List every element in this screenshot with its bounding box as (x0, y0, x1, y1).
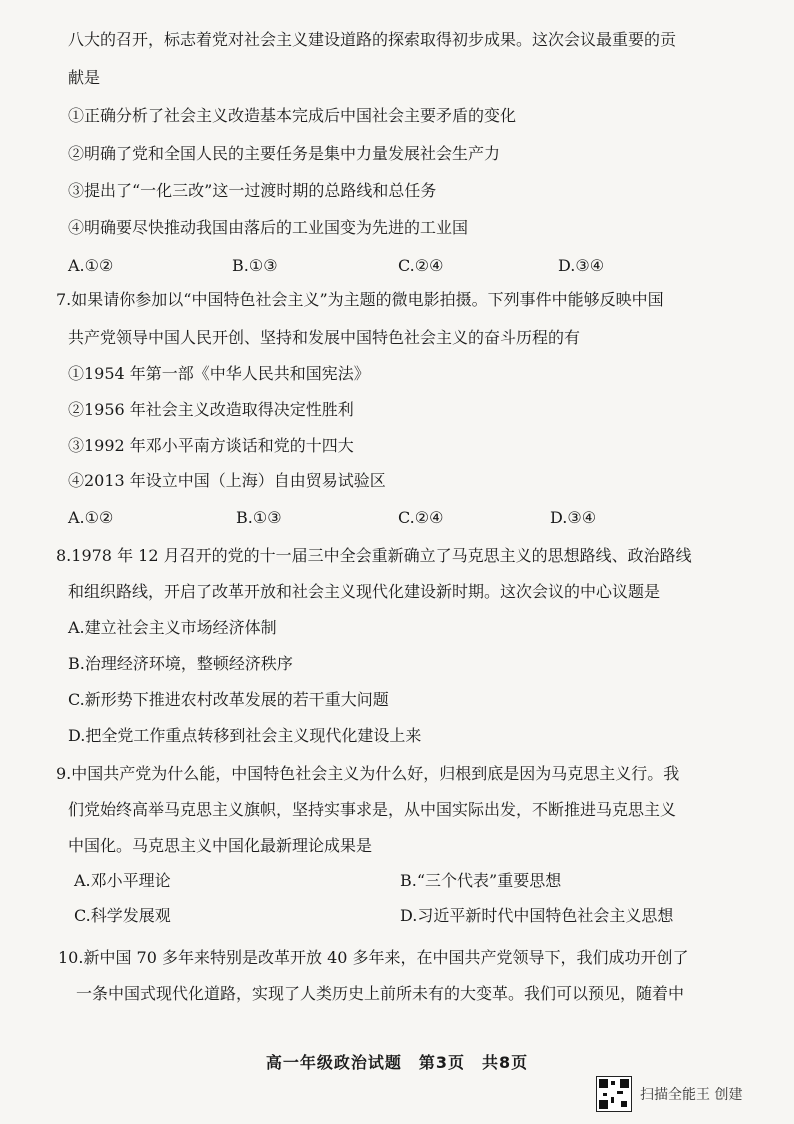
question-6-option-c[interactable]: C.②④ (398, 256, 444, 275)
question-7-stem-line-2: 共产党领导中国人民开创、坚持和发展中国特色社会主义的奋斗历程的有 (68, 328, 581, 347)
question-6-stem-line-2: 献是 (68, 68, 101, 87)
question-7-item-1: ①1954 年第一部《中华人民共和国宪法》 (68, 364, 370, 383)
question-6-option-a[interactable]: A.①② (68, 256, 114, 275)
question-6-item-3: ③提出了“一化三改”这一过渡时期的总路线和总任务 (68, 181, 437, 200)
question-6-item-1: ①正确分析了社会主义改造基本完成后中国社会主要矛盾的变化 (68, 106, 517, 125)
question-9-option-c[interactable]: C.科学发展观 (74, 906, 171, 925)
question-9-option-d[interactable]: D.习近平新时代中国特色社会主义思想 (400, 906, 674, 925)
question-8-stem-line-2: 和组织路线，开启了改革开放和社会主义现代化建设新时期。这次会议的中心议题是 (68, 582, 661, 601)
question-8-option-c[interactable]: C.新形势下推进农村改革发展的若干重大问题 (68, 690, 389, 709)
question-7-item-4: ④2013 年设立中国（上海）自由贸易试验区 (68, 471, 386, 490)
question-8-option-a[interactable]: A.建立社会主义市场经济体制 (68, 618, 277, 637)
question-7-stem-line-1: 7.如果请你参加以“中国特色社会主义”为主题的微电影拍摄。下列事件中能够反映中国 (56, 290, 664, 309)
question-9-option-b[interactable]: B.“三个代表”重要思想 (400, 871, 562, 890)
question-6-option-b[interactable]: B.①③ (232, 256, 278, 275)
question-9-stem-line-3: 中国化。马克思主义中国化最新理论成果是 (68, 836, 373, 855)
question-8-option-b[interactable]: B.治理经济环境，整顿经济秩序 (68, 654, 293, 673)
page-footer: 高一年级政治试题 第3页 共8页 (265, 1053, 529, 1072)
question-6-item-2: ②明确了党和全国人民的主要任务是集中力量发展社会生产力 (68, 144, 501, 163)
question-8-stem-line-1: 8.1978 年 12 月召开的党的十一届三中全会重新确立了马克思主义的思想路线、政治路线 (56, 546, 692, 565)
qr-code-icon (596, 1076, 632, 1112)
question-10-stem-line-2: 一条中国式现代化道路，实现了人类历史上前所未有的大变革。我们可以预见，随着中 (76, 984, 685, 1003)
question-7-option-c[interactable]: C.②④ (398, 508, 444, 527)
question-7-option-d[interactable]: D.③④ (550, 508, 597, 527)
question-7-option-b[interactable]: B.①③ (236, 508, 282, 527)
question-7-item-3: ③1992 年邓小平南方谈话和党的十四大 (68, 436, 354, 455)
question-9-option-a[interactable]: A.邓小平理论 (74, 871, 171, 890)
scanner-watermark-label: 扫描全能王 创建 (640, 1087, 743, 1103)
question-9-stem-line-2: 们党始终高举马克思主义旗帜，坚持实事求是，从中国实际出发，不断推进马克思主义 (68, 800, 677, 819)
question-7-option-a[interactable]: A.①② (68, 508, 114, 527)
question-9-stem-line-1: 9.中国共产党为什么能，中国特色社会主义为什么好，归根到底是因为马克思主义行。我 (56, 764, 680, 783)
question-7-item-2: ②1956 年社会主义改造取得决定性胜利 (68, 400, 354, 419)
question-10-stem-line-1: 10.新中国 70 多年来特别是改革开放 40 多年来，在中国共产党领导下，我们成功开创了 (58, 948, 689, 967)
question-6-item-4: ④明确要尽快推动我国由落后的工业国变为先进的工业国 (68, 218, 469, 237)
question-6-option-d[interactable]: D.③④ (558, 256, 605, 275)
question-8-option-d[interactable]: D.把全党工作重点转移到社会主义现代化建设上来 (68, 726, 422, 745)
question-6-stem-line-1: 八大的召开，标志着党对社会主义建设道路的探索取得初步成果。这次会议最重要的贡 (68, 30, 677, 49)
